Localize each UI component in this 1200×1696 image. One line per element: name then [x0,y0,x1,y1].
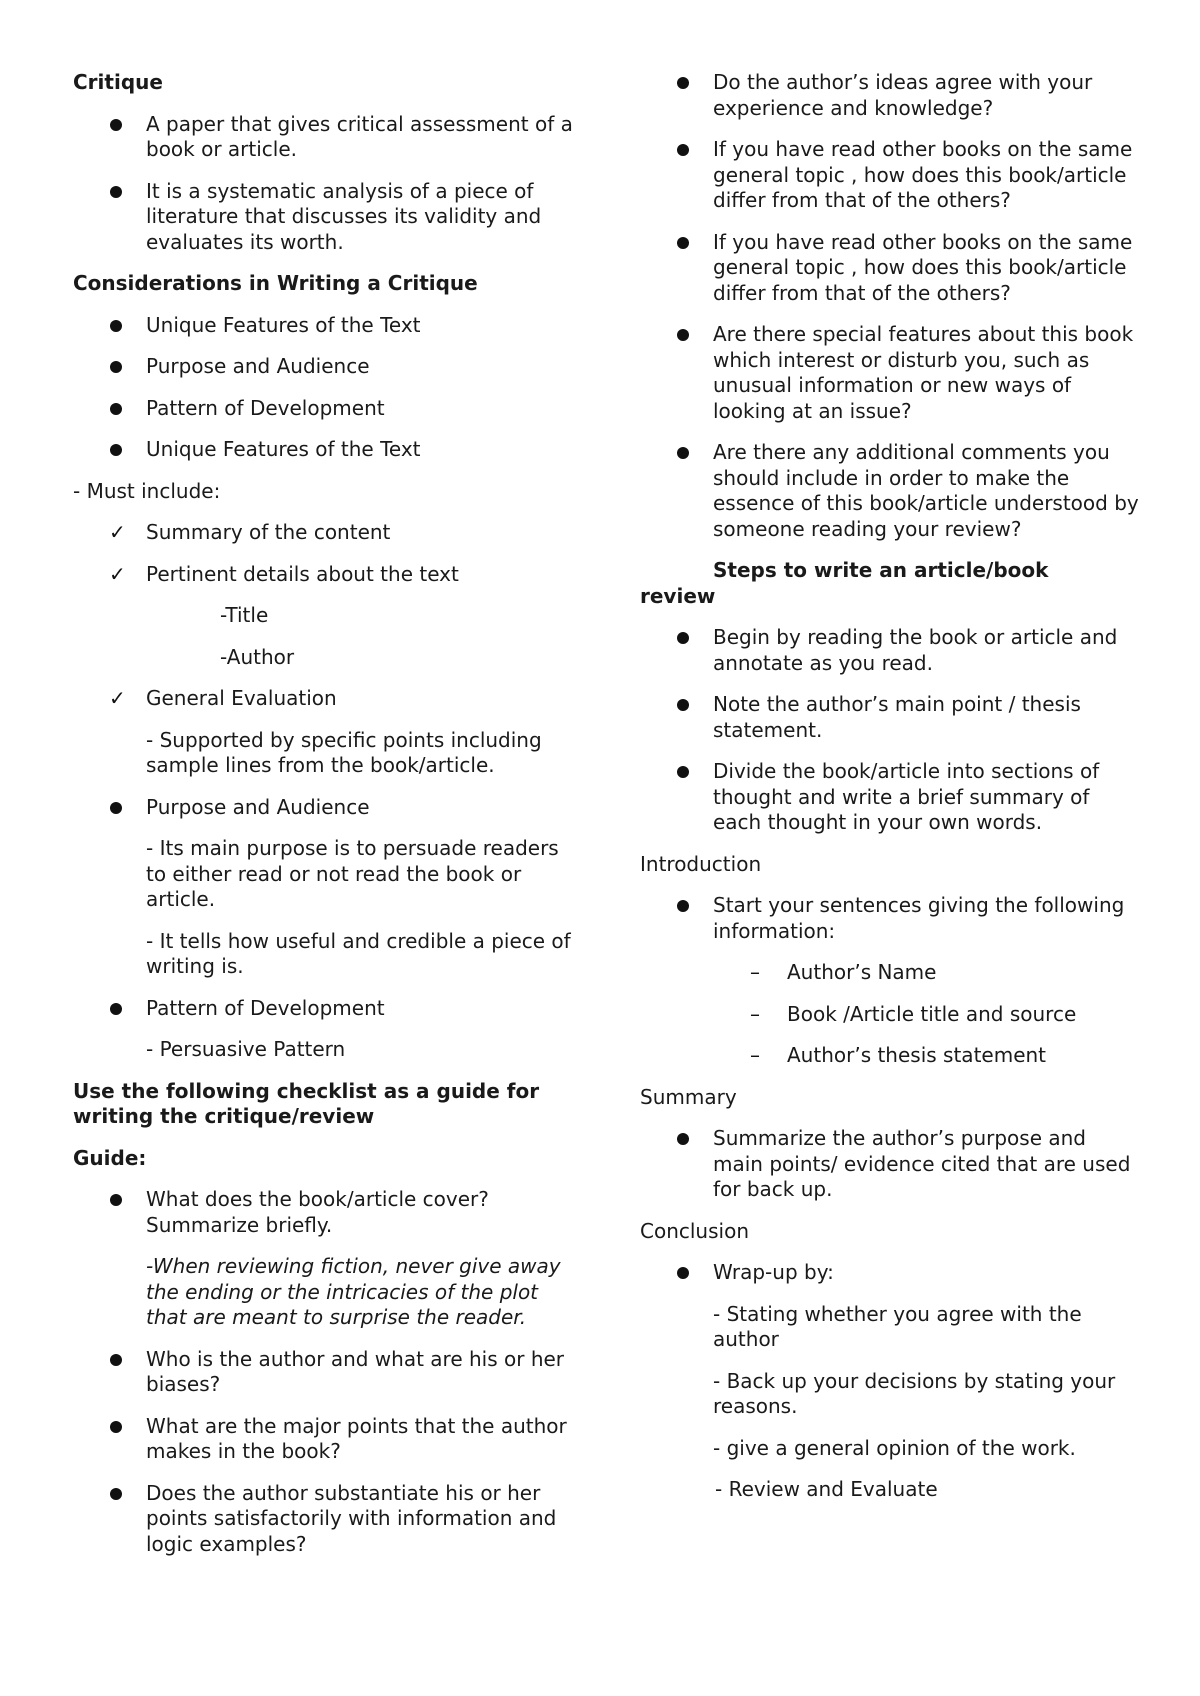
questions-list [640,70,1140,542]
bullet-icon [110,320,122,332]
conclusion-note: - Review and Evaluate [715,1477,938,1501]
bullet-icon [677,1267,689,1279]
bullet-icon [677,632,689,644]
list-item: It is a systematic analysis of a piece of literature that discusses its validity and evaluates its worth. [73,179,573,256]
introduction-list [640,893,1140,1069]
guide-list [73,1187,573,1238]
dash-icon: – [750,960,760,984]
list-item: Divide the book/article into sections of thought and write a brief summary of each thought in your own words. [640,759,1140,836]
list-item: If you have read other books on the same general topic , how does this book/article differ from that of the others? [640,230,1140,307]
list-item: Start your sentences giving the following information: [640,893,1140,944]
checklist-heading: Use the following checklist as a guide for writing the critique/review [73,1078,540,1128]
list-item: Purpose and Audience [73,795,573,821]
dash-icon: – [750,1001,760,1026]
dash-icon: – [750,1043,760,1067]
detail-author: -Author [220,644,295,669]
list-item: Do the author’s ideas agree with your experience and knowledge? [640,70,1140,121]
list-item: Begin by reading the book or article and annotate as you read. [640,625,1140,676]
checklist-item: ✓ Pertinent details about the text [109,561,459,586]
evaluation-note: - Supported by specific points including sample lines from the book/article. [146,727,542,777]
bullet-icon [677,329,689,341]
bullet-icon [110,802,122,814]
steps-heading: Steps to write an article/book [713,558,1049,582]
list-item: Unique Features of the Text [73,313,573,339]
bullet-icon [110,1003,122,1015]
bullet-icon [677,237,689,249]
steps-heading-cont: review [640,583,716,608]
conclusion-list [640,1260,1140,1286]
bullet-icon [677,1133,689,1145]
list-item: If you have read other books on the same general topic , how does this book/article differ from that of the others? [640,137,1140,214]
guide-heading: Guide: [73,1145,147,1170]
detail-title: -Title [220,603,269,627]
considerations-heading: Considerations in Writing a Critique [73,271,478,295]
bullet-icon [110,1488,122,1500]
bullet-icon [110,1421,122,1433]
bullet-icon [677,144,689,156]
right-column [640,70,1140,1519]
list-item: – Author’s thesis statement [750,1043,1047,1067]
conclusion-label: Conclusion [640,1218,749,1243]
list-item: Are there any additional comments you should include in order to make the essence of this book/article understood by someone reading your review? [640,440,1140,542]
list-item: Who is the author and what are his or her biases? [73,1347,573,1398]
checkmark-icon: ✓ [109,686,126,710]
list-item: Pattern of Development [73,396,573,422]
list-item: Unique Features of the Text [73,437,573,463]
bullet-icon [110,186,122,198]
list-item: Summarize the author’s purpose and main points/ evidence cited that are used for back up. [640,1126,1140,1203]
steps-list [640,625,1140,836]
bullet-icon [110,361,122,373]
purpose-list [73,795,573,821]
critique-list [73,112,573,256]
conclusion-note: - Stating whether you agree with the author [713,1301,1082,1351]
checklist-item: ✓ General Evaluation [109,686,337,710]
list-item: Note the author’s main point / thesis statement. [640,692,1140,743]
critique-heading: Critique [73,70,163,94]
purpose-note: - It tells how useful and credible a piece of writing is. [146,928,571,978]
list-item: – Author’s Name [750,960,937,984]
bullet-icon [677,77,689,89]
conclusion-note: - give a general opinion of the work. [713,1435,1076,1460]
bullet-icon [110,1354,122,1366]
bullet-icon [110,403,122,415]
list-item: Wrap-up by: [640,1260,1140,1286]
fiction-note: -When reviewing fiction, never give away the ending or the intricacies of the plot that are meant to surprise the reader. [146,1254,561,1329]
checkmark-icon: ✓ [109,520,126,544]
pattern-list [73,996,573,1022]
checklist-item: ✓ Summary of the content [109,520,391,544]
checkmark-icon: ✓ [109,561,126,586]
bullet-icon [677,699,689,711]
list-item: What does the book/article cover? Summarize briefly. [73,1187,573,1238]
bullet-icon [110,444,122,456]
list-item: Purpose and Audience [73,354,573,380]
bullet-icon [677,900,689,912]
list-item: Pattern of Development [73,996,573,1022]
left-column [73,70,573,1573]
list-item: Does the author substantiate his or her points satisfactorily with information and logic examples? [73,1481,573,1558]
conclusion-note: - Back up your decisions by stating your reasons. [713,1368,1116,1418]
bullet-icon [677,447,689,459]
bullet-icon [677,766,689,778]
purpose-note: - Its main purpose is to persuade readers to either read or not read the book or article. [146,836,559,911]
guide-list-cont [73,1347,573,1558]
bullet-icon [110,1194,122,1206]
summary-label: Summary [640,1084,737,1109]
must-include-list [73,520,573,587]
summary-list [640,1126,1140,1203]
introduction-label: Introduction [640,851,762,876]
must-include-label: - Must include: [73,478,221,503]
considerations-list [73,313,573,463]
pattern-note: - Persuasive Pattern [146,1037,346,1061]
list-item: – Book /Article title and source [750,1001,1077,1026]
list-item: Are there special features about this book which interest or disturb you, such as unusual information or new ways of looking at an issue? [640,322,1140,424]
evaluation-list [73,686,573,712]
list-item: A paper that gives critical assessment of a book or article. [73,112,573,163]
list-item: What are the major points that the author makes in the book? [73,1414,573,1465]
bullet-icon [110,119,122,131]
